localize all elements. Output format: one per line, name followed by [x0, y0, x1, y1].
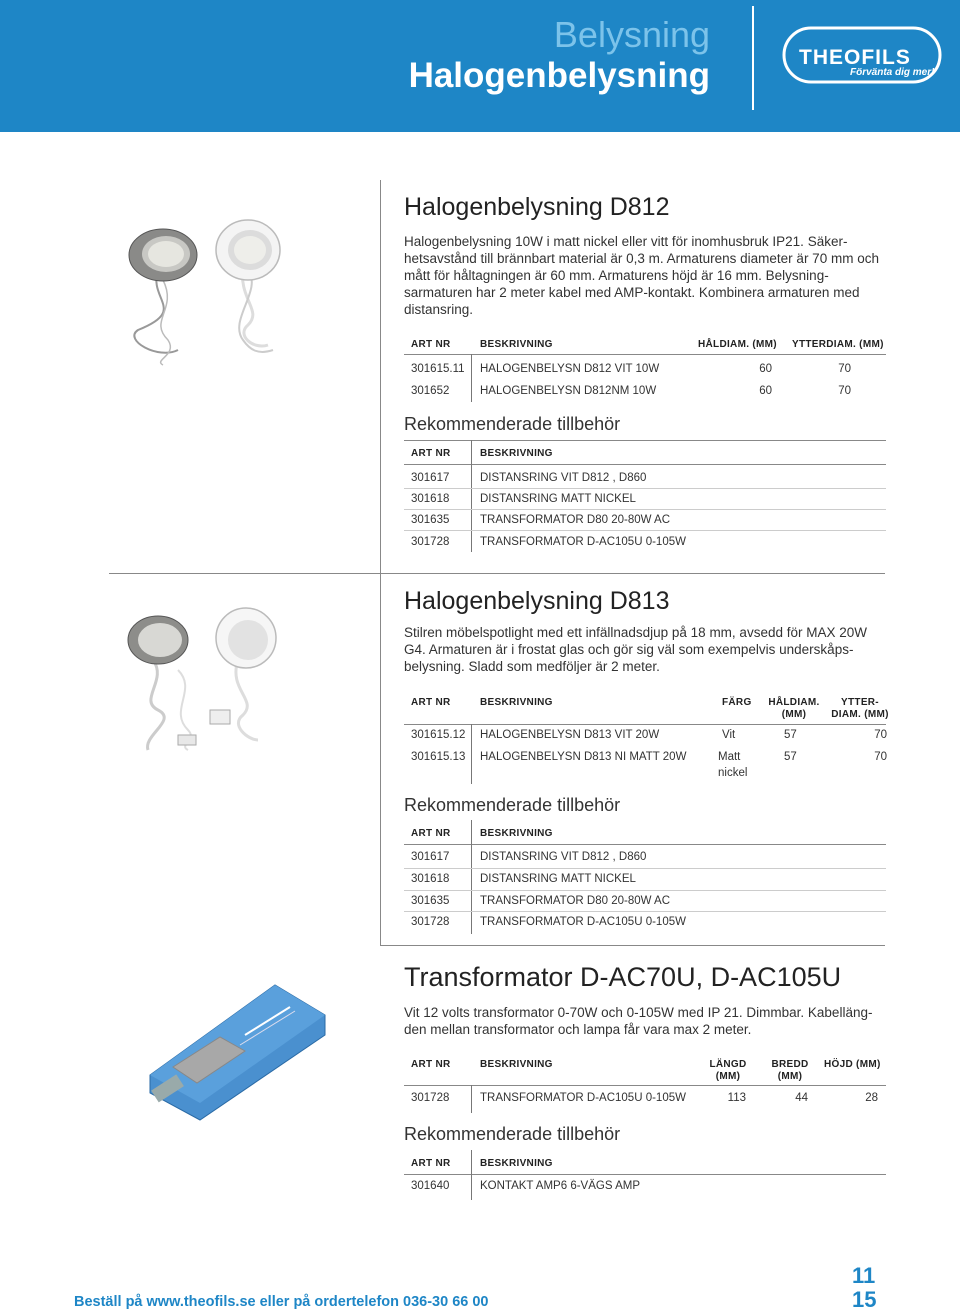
accessories-table-d812: [404, 440, 886, 558]
table-rule: [404, 1174, 886, 1175]
section-title-d813: Halogenbelysning D813: [404, 587, 670, 615]
table-header: (MM): [781, 709, 807, 720]
page-number: [852, 1264, 876, 1312]
table-cell: TRANSFORMATOR D80 20-80W AC: [480, 895, 671, 907]
table-header: BESKRIVNING: [480, 339, 553, 350]
table-rule: [404, 911, 886, 912]
table-rule: [404, 890, 886, 891]
table-cell: 70: [838, 385, 851, 397]
table-rule: [404, 868, 886, 869]
table-cell: TRANSFORMATOR D-AC105U 0-105W: [480, 1092, 686, 1104]
header-divider: [752, 6, 754, 110]
accessories-table-transformer: [404, 1150, 886, 1200]
table-header: ART NR: [411, 1158, 451, 1169]
table-cell: HALOGENBELYSN D813 NI MATT 20W: [480, 751, 687, 763]
table-rule: [404, 1085, 886, 1086]
table-header: DIAM. (MM): [831, 709, 889, 720]
table-cell: 301618: [411, 493, 450, 505]
column-separator: [471, 354, 472, 402]
table-cell: 57: [784, 729, 797, 741]
section-divider-vertical: [380, 180, 381, 573]
order-footer: Beställ på www.theofils.se eller på ordertelefon 036-30 66 00: [74, 1294, 489, 1310]
table-cell: 57: [784, 751, 797, 763]
page-number-top: 11: [852, 1263, 876, 1288]
section-title-d812: Halogenbelysning D812: [404, 193, 670, 221]
table-header: YTTERDIAM. (MM): [792, 339, 884, 350]
table-rule: [404, 354, 886, 355]
table-cell: 301615.13: [411, 751, 466, 763]
table-cell: TRANSFORMATOR D80 20-80W AC: [480, 514, 671, 526]
table-cell: 28: [865, 1092, 878, 1104]
table-cell: nickel: [718, 767, 748, 779]
section-divider: [109, 573, 885, 574]
table-cell: 60: [759, 385, 772, 397]
table-cell: 301615.11: [411, 363, 465, 375]
product-table-d812: [404, 335, 886, 405]
table-header: (MM): [715, 1071, 741, 1082]
section-description-d812: Halogenbelysning 10W i matt nickel eller vitt för inomhusbruk IP21. Säker-hetsavstånd till brännbart material är 0,3 m. Armaturens diameter är 70 mm och mått för håltagningen är 60 mm. Armaturens höjd är 16 mm. Belysning-sarmaturen har 2 meter kabel med AMP-kontakt. Kombinera armaturen med distansring.: [404, 234, 879, 317]
accessories-title: Rekommenderade tillbehör: [404, 795, 621, 815]
page-number-bottom: 15: [852, 1287, 877, 1312]
accessories-title: Rekommenderade tillbehör: [404, 414, 621, 434]
table-header: LÄNGD: [709, 1059, 747, 1070]
table-cell: 70: [874, 729, 887, 741]
table-cell: 70: [874, 751, 887, 763]
table-cell: 113: [727, 1092, 746, 1104]
table-cell: Matt: [718, 751, 741, 763]
table-header: BESKRIVNING: [480, 448, 553, 459]
table-cell: 70: [838, 363, 851, 375]
table-cell: 44: [795, 1092, 808, 1104]
table-header: (MM): [777, 1071, 803, 1082]
column-separator: [471, 1085, 472, 1113]
section-description-d813: Stilren möbelspotlight med ett infällnadsdjup på 18 mm, avsedd för MAX 20W G4. Armaturen är i frostat glas och gör sig väl som exempelvis underskåps-belysning. Sladd som medföljer är 2 meter.: [404, 625, 867, 674]
table-cell: 301728: [411, 1092, 450, 1104]
logo-tagline: Förvänta dig mer!: [850, 67, 935, 78]
table-header: HÖJD (MM): [824, 1059, 881, 1070]
table-cell: DISTANSRING MATT NICKEL: [480, 873, 636, 885]
table-header: BESKRIVNING: [480, 828, 553, 839]
table-header: HÅLDIAM. (MM): [698, 339, 777, 350]
table-rule: [404, 488, 886, 489]
product-table-transformer: [404, 1056, 886, 1114]
table-header: ART NR: [411, 828, 451, 839]
logo-text: THEOFILS: [799, 46, 911, 69]
column-separator: [471, 440, 472, 552]
table-header: BESKRIVNING: [480, 697, 553, 708]
table-rule: [404, 530, 886, 531]
transformer-product-image: [145, 975, 330, 1125]
table-header: BESKRIVNING: [480, 1059, 553, 1070]
table-cell: 301652: [411, 385, 450, 397]
section-title-transformer: Transformator D-AC70U, D-AC105U: [404, 962, 842, 992]
table-rule: [404, 440, 886, 441]
table-cell: 301617: [411, 851, 450, 863]
table-cell: 301617: [411, 472, 450, 484]
table-cell: 301615.12: [411, 729, 466, 741]
table-rule: [404, 509, 886, 510]
table-header: HÅLDIAM.: [768, 697, 820, 708]
section-divider-vertical: [380, 573, 381, 945]
table-cell: 301728: [411, 916, 450, 928]
table-header: FÄRG: [722, 697, 752, 708]
page-title: Halogenbelysning: [408, 56, 710, 95]
table-cell: 301635: [411, 514, 450, 526]
table-cell: 301635: [411, 895, 450, 907]
table-cell: HALOGENBELYSN D813 VIT 20W: [480, 729, 660, 741]
page-header: [0, 0, 960, 132]
table-cell: HALOGENBELYSN D812 VIT 10W: [480, 363, 660, 375]
section-divider: [380, 945, 885, 946]
column-separator: [471, 1150, 472, 1200]
section-description-transformer: Vit 12 volts transformator 0-70W och 0-105W med IP 21. Dimmbar. Kabelläng-den mellan transformator och lampa får vara max 2 meter.: [404, 1005, 873, 1037]
table-header: BESKRIVNING: [480, 1158, 553, 1169]
product-table-d813: [404, 694, 889, 784]
table-cell: TRANSFORMATOR D-AC105U 0-105W: [480, 536, 686, 548]
table-header: ART NR: [411, 697, 451, 708]
table-header: ART NR: [411, 1059, 451, 1070]
table-rule: [404, 844, 886, 845]
table-header: YTTER-: [841, 697, 879, 708]
table-cell: DISTANSRING MATT NICKEL: [480, 493, 636, 505]
table-cell: TRANSFORMATOR D-AC105U 0-105W: [480, 916, 686, 928]
table-cell: HALOGENBELYSN D812NM 10W: [480, 385, 657, 397]
table-header: ART NR: [411, 448, 451, 459]
table-rule: [404, 464, 886, 465]
d812-product-image: [118, 210, 293, 370]
table-cell: 60: [759, 363, 772, 375]
table-header: ART NR: [411, 339, 451, 350]
table-cell: 301618: [411, 873, 450, 885]
table-cell: DISTANSRING VIT D812 , D860: [480, 851, 647, 863]
table-cell: 301728: [411, 536, 450, 548]
category-title: Belysning: [553, 14, 710, 55]
table-header: BREDD: [771, 1059, 809, 1070]
table-cell: 301640: [411, 1180, 450, 1192]
table-cell: Vit: [722, 729, 736, 741]
column-separator: [471, 724, 472, 784]
table-rule: [404, 724, 886, 725]
accessories-title: Rekommenderade tillbehör: [404, 1124, 621, 1144]
table-cell: KONTAKT AMP6 6-VÄGS AMP: [480, 1180, 640, 1192]
column-separator: [471, 820, 472, 934]
accessories-table-d813: [404, 820, 886, 938]
d813-product-image: [118, 600, 293, 760]
table-cell: DISTANSRING VIT D812 , D860: [480, 472, 647, 484]
